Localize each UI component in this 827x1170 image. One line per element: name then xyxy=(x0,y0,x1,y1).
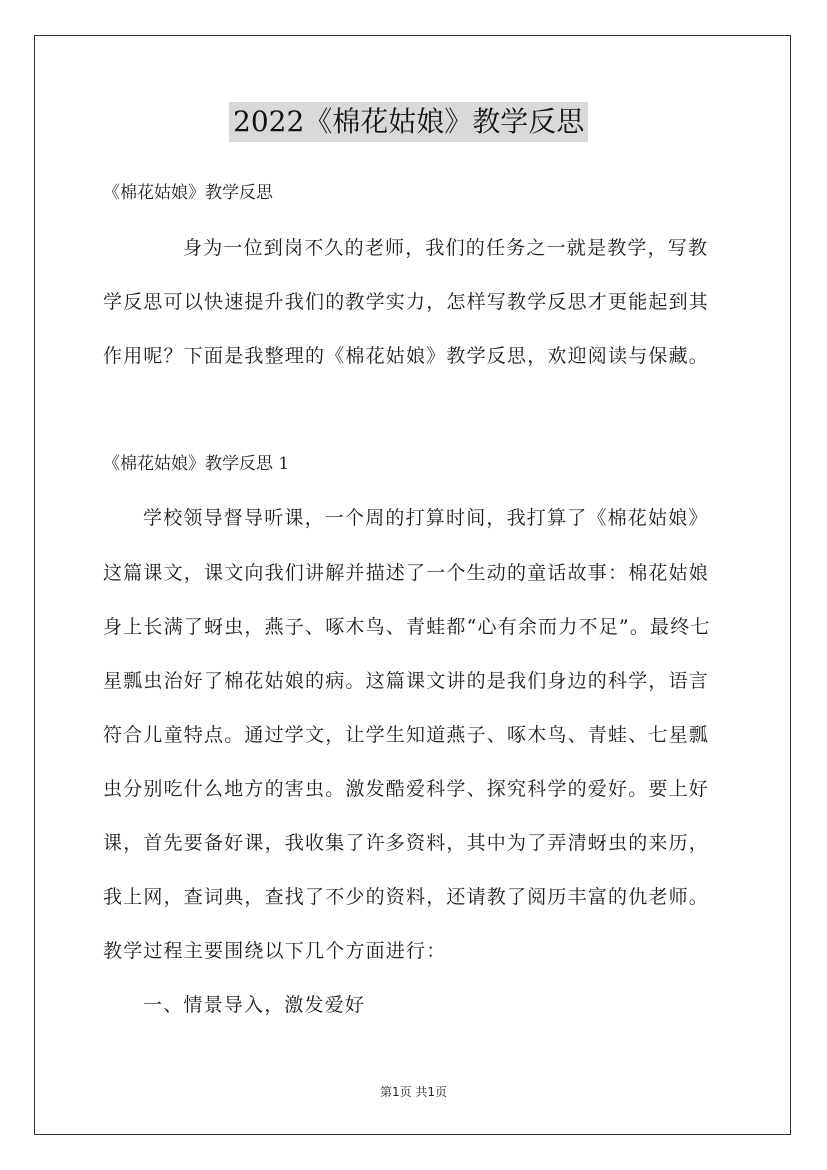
body-line-7: 课，首先要备好课，我收集了许多资料，其中为了弄清蚜虫的来历， xyxy=(103,832,710,854)
body-line-8: 我上网，查词典，查找了不少的资料，还请教了阅历丰富的仇老师。 xyxy=(103,886,710,908)
document-title: 2022《棉花姑娘》教学反思 xyxy=(229,102,588,142)
point-heading: 一、情景导入，激发爱好 xyxy=(143,994,366,1016)
intro-line-2: 学反思可以快速提升我们的教学实力，怎样写教学反思才更能起到其 xyxy=(103,291,710,313)
intro-line-1: 身为一位到岗不久的老师，我们的任务之一就是教学，写教 xyxy=(183,237,709,259)
body-line-9: 教学过程主要围绕以下几个方面进行： xyxy=(103,940,447,962)
intro-line-3: 作用呢？下面是我整理的《棉花姑娘》教学反思，欢迎阅读与保藏。 xyxy=(103,345,710,367)
page-number: 第1页 共1页 xyxy=(379,1085,448,1099)
body-line-2: 这篇课文，课文向我们讲解并描述了一个生动的童话故事：棉花姑娘 xyxy=(103,562,710,584)
body-line-6: 虫分别吃什么地方的害虫。激发酷爱科学、探究科学的爱好。要上好 xyxy=(103,778,710,800)
body-line-5: 符合儿童特点。通过学文，让学生知道燕子、啄木鸟、青蛙、七星瓢 xyxy=(103,724,710,746)
body-line-3: 身上长满了蚜虫，燕子、啄木鸟、青蛙都“心有余而力不足”。最终七 xyxy=(103,616,711,638)
section-heading: 《棉花姑娘》教学反思 1 xyxy=(103,454,290,474)
body-line-1: 学校领导督导听课，一个周的打算时间，我打算了《棉花姑娘》 xyxy=(143,507,709,529)
body-line-4: 星瓢虫治好了棉花姑娘的病。这篇课文讲的是我们身边的科学，语言 xyxy=(103,670,710,692)
document-subtitle: 《棉花姑娘》教学反思 xyxy=(103,183,273,203)
